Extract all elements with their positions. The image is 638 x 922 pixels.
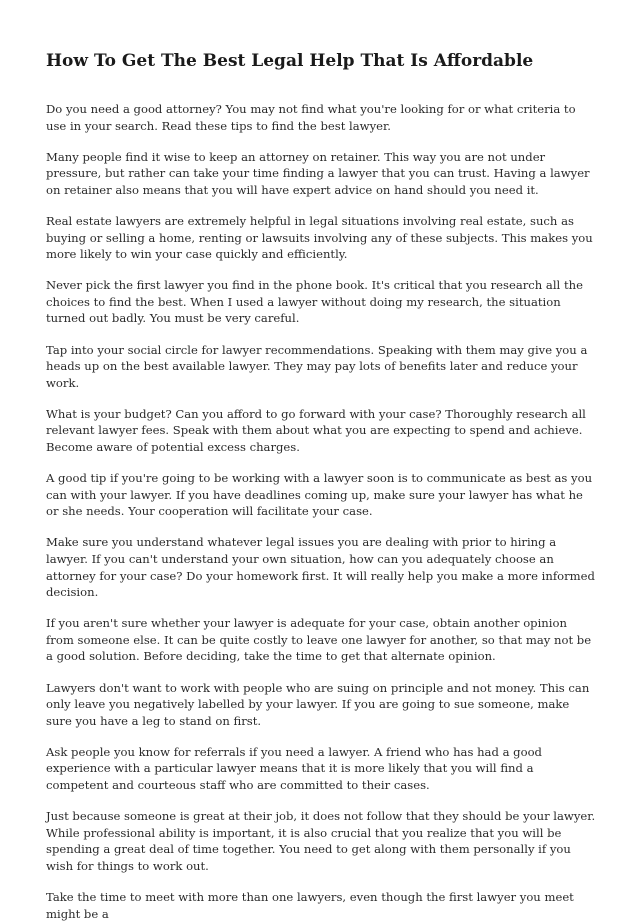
- paragraph: Ask people you know for referrals if you need a lawyer. A friend who has had a good experience with a particular lawyer means that it is more likely that you will find a competent and courteous staff who are committed to their cases.: [46, 744, 542, 792]
- paragraph: Never pick the first lawyer you find in the phone book. It's critical that you research all the choices to find the best. When I used a lawyer without doing my research, the situation turned out badly. You must be very careful.: [46, 278, 583, 326]
- paragraph: Take the time to meet with more than one lawyers, even though the first lawyer you meet might be a: [46, 889, 574, 921]
- paragraph: Tap into your social circle for lawyer recommendations. Speaking with them may give you a heads up on the best available lawyer. They may pay lots of benefits later and reduce your work.: [46, 342, 588, 390]
- paragraph: Do you need a good attorney? You may not find what you're looking for or what criteria to use in your search. Read these tips to find the best lawyer.: [46, 102, 576, 133]
- paragraph: Make sure you understand whatever legal issues you are dealing with prior to hiring a lawyer. If you can't understand your own situation, how can you adequately choose an attorney for your case? Do your homework first. It will really help you make a more informed decision.: [46, 535, 595, 600]
- paragraph: Many people find it wise to keep an attorney on retainer. This way you are not under pressure, but rather can take your time finding a lawyer that you can trust. Having a lawyer on retainer also means that you will have expert advice on hand should you need it.: [46, 149, 590, 197]
- paragraph: What is your budget? Can you afford to go forward with your case? Thoroughly research all relevant lawyer fees. Speak with them about what you are expecting to spend and achieve. Become aware of potential excess charges.: [46, 406, 586, 454]
- document-page: [46, 0, 598, 921]
- paragraph: Just because someone is great at their job, it does not follow that they should be your lawyer. While professional ability is important, it is also crucial that you realize that you will be spending a great deal of time together. You need to get along with them personally if you wish for things to work out.: [46, 809, 596, 873]
- paragraph: Real estate lawyers are extremely helpful in legal situations involving real estate, such as buying or selling a home, renting or lawsuits involving any of these subjects. This makes you more likely to win your case quickly and efficiently.: [46, 213, 593, 262]
- paragraph: A good tip if you're going to be working with a lawyer soon is to communicate as best as you can with your lawyer. If you have deadlines coming up, make sure your lawyer has what he or she needs. Your cooperation will facilitate your case.: [46, 471, 593, 519]
- document-title: How To Get The Best Legal Help That Is Affordable: [46, 51, 534, 71]
- paragraph: If you aren't sure whether your lawyer is adequate for your case, obtain another opinion from someone else. It can be quite costly to leave one lawyer for another, so that may not be a good solution. Before deciding, take the time to get that alternate opinion.: [46, 616, 592, 664]
- paragraph: Lawyers don't want to work with people who are suing on principle and not money. This can only leave you negatively labelled by your lawyer. If you are going to sue someone, make sure you have a leg to stand on first.: [46, 680, 590, 728]
